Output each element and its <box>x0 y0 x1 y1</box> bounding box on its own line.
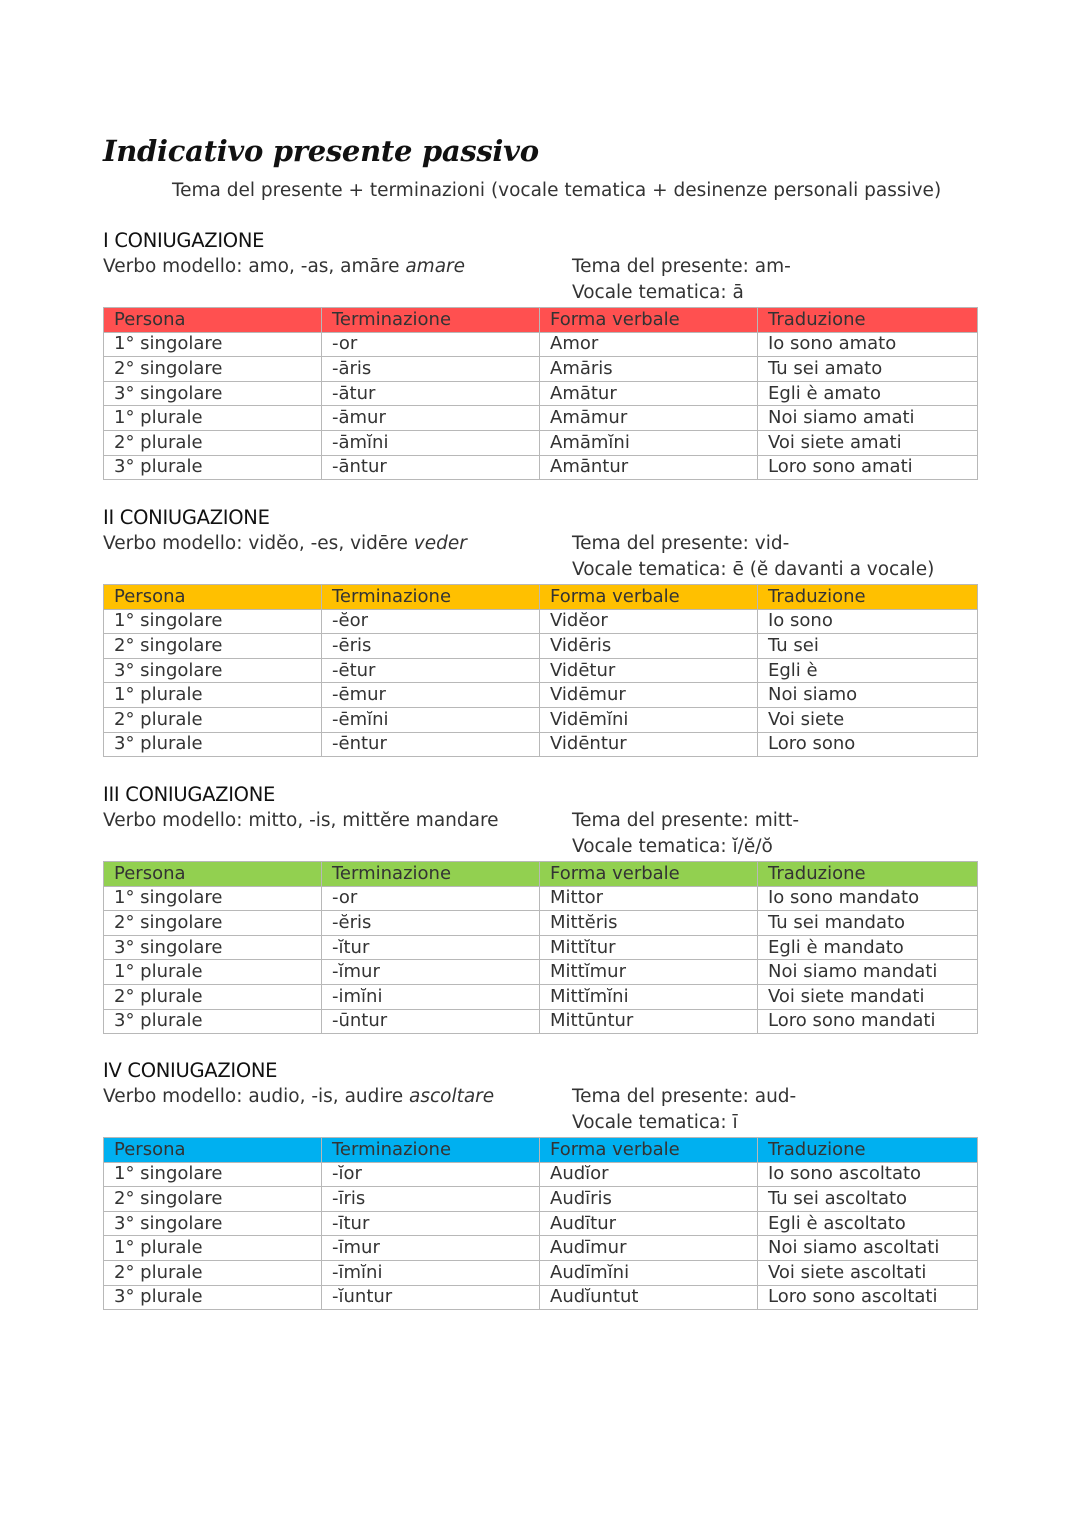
conjugation-table <box>103 584 978 757</box>
section-info <box>103 1084 977 1136</box>
table-cell: Audīmĭni <box>540 1260 758 1285</box>
table-cell: 2° plurale <box>104 430 322 455</box>
table-cell: 1° plurale <box>104 960 322 985</box>
column-header: Terminazione <box>322 862 540 887</box>
table-cell: Noi siamo amati <box>758 406 978 431</box>
table-cell: 2° plurale <box>104 1260 322 1285</box>
table-cell: Vidēris <box>540 634 758 659</box>
table-cell: -ītur <box>322 1211 540 1236</box>
table-row <box>104 1211 978 1236</box>
table-cell: 3° plurale <box>104 732 322 757</box>
table-header-row <box>104 1138 978 1163</box>
table-cell: -ēmur <box>322 683 540 708</box>
table-cell: -or <box>322 886 540 911</box>
conjugation-section <box>103 1058 977 1310</box>
section-heading: IV CONIUGAZIONE <box>103 1059 278 1082</box>
verb-model-translation: ascoltare <box>408 1086 495 1107</box>
table-row <box>104 1285 978 1310</box>
table-cell: -īmĭni <box>322 1260 540 1285</box>
table-cell: Mittūntur <box>540 1009 758 1034</box>
column-header: Forma verbale <box>540 308 758 333</box>
table-cell: Io sono <box>758 609 978 634</box>
table-cell: Mittĭmur <box>540 960 758 985</box>
theme-info <box>572 1084 796 1136</box>
table-cell: 2° plurale <box>104 707 322 732</box>
conjugation-section <box>103 505 977 757</box>
section-info <box>103 531 977 583</box>
table-row <box>104 1260 978 1285</box>
table-cell: Amātur <box>540 381 758 406</box>
table-cell: 1° singolare <box>104 886 322 911</box>
table-row <box>104 1236 978 1261</box>
thematic-vowel: Vocale tematica: ĭ/ĕ/ŏ <box>572 836 773 857</box>
column-header: Traduzione <box>758 862 978 887</box>
table-cell: Amāntur <box>540 455 758 480</box>
table-cell: Tu sei ascoltato <box>758 1187 978 1212</box>
section-heading: I CONIUGAZIONE <box>103 229 265 252</box>
table-cell: Vidēmĭni <box>540 707 758 732</box>
table-cell: 1° singolare <box>104 609 322 634</box>
table-cell: Vidēmur <box>540 683 758 708</box>
table-cell: Egli è amato <box>758 381 978 406</box>
table-cell: -imĭni <box>322 984 540 1009</box>
thematic-vowel: Vocale tematica: ā <box>572 282 744 303</box>
column-header: Forma verbale <box>540 862 758 887</box>
section-heading: III CONIUGAZIONE <box>103 783 276 806</box>
table-cell: 3° singolare <box>104 935 322 960</box>
table-cell: -ĭtur <box>322 935 540 960</box>
table-row <box>104 658 978 683</box>
table-cell: Audīmur <box>540 1236 758 1261</box>
table-header-row <box>104 862 978 887</box>
table-cell: Mittĭtur <box>540 935 758 960</box>
conjugation-table <box>103 307 978 480</box>
table-row <box>104 683 978 708</box>
table-cell: Voi siete amati <box>758 430 978 455</box>
table-cell: 3° singolare <box>104 381 322 406</box>
verb-model-text: Verbo modello: audio, -is, audire <box>103 1086 409 1107</box>
table-cell: 2° singolare <box>104 1187 322 1212</box>
table-row <box>104 1162 978 1187</box>
table-row <box>104 455 978 480</box>
column-header: Terminazione <box>322 585 540 610</box>
table-cell: 3° plurale <box>104 1009 322 1034</box>
table-cell: 1° plurale <box>104 406 322 431</box>
verb-model <box>103 531 467 557</box>
table-row <box>104 911 978 936</box>
table-header-row <box>104 585 978 610</box>
conjugation-section <box>103 782 977 1034</box>
table-row <box>104 430 978 455</box>
section-heading: II CONIUGAZIONE <box>103 506 270 529</box>
column-header: Traduzione <box>758 308 978 333</box>
table-cell: Audĭor <box>540 1162 758 1187</box>
table-row <box>104 707 978 732</box>
table-row <box>104 732 978 757</box>
verb-model-translation: veder <box>413 533 467 554</box>
theme-info <box>572 531 934 583</box>
table-cell: Audītur <box>540 1211 758 1236</box>
table-cell: 1° plurale <box>104 1236 322 1261</box>
column-header: Forma verbale <box>540 1138 758 1163</box>
table-cell: Vidēntur <box>540 732 758 757</box>
table-cell: -ĭuntur <box>322 1285 540 1310</box>
table-cell: Loro sono <box>758 732 978 757</box>
present-stem: Tema del presente: aud- <box>572 1086 797 1107</box>
table-cell: 2° singolare <box>104 357 322 382</box>
table-cell: Egli è ascoltato <box>758 1211 978 1236</box>
thematic-vowel: Vocale tematica: ī <box>572 1112 738 1133</box>
table-cell: Audīris <box>540 1187 758 1212</box>
table-cell: Voi siete mandati <box>758 984 978 1009</box>
column-header: Terminazione <box>322 308 540 333</box>
table-cell: 2° singolare <box>104 911 322 936</box>
table-cell: Amāris <box>540 357 758 382</box>
table-cell: 3° singolare <box>104 1211 322 1236</box>
table-cell: Amor <box>540 332 758 357</box>
table-cell: -ēmĭni <box>322 707 540 732</box>
table-cell: Tu sei amato <box>758 357 978 382</box>
table-cell: -ĭmur <box>322 960 540 985</box>
column-header: Persona <box>104 585 322 610</box>
table-cell: Io sono ascoltato <box>758 1162 978 1187</box>
table-row <box>104 1009 978 1034</box>
table-cell: 3° plurale <box>104 455 322 480</box>
table-row <box>104 935 978 960</box>
table-row <box>104 634 978 659</box>
table-cell: -īris <box>322 1187 540 1212</box>
column-header: Terminazione <box>322 1138 540 1163</box>
table-cell: Tu sei <box>758 634 978 659</box>
table-cell: -ūntur <box>322 1009 540 1034</box>
table-cell: Voi siete <box>758 707 978 732</box>
table-cell: Noi siamo ascoltati <box>758 1236 978 1261</box>
table-cell: Mittĭmĭni <box>540 984 758 1009</box>
verb-model-text: Verbo modello: mitto, -is, mittĕre mandare <box>103 810 499 831</box>
theme-info <box>572 808 799 860</box>
table-cell: Noi siamo <box>758 683 978 708</box>
table-cell: Vidĕor <box>540 609 758 634</box>
table-row <box>104 357 978 382</box>
column-header: Persona <box>104 862 322 887</box>
verb-model-text: Verbo modello: vidĕo, -es, vidēre <box>103 533 414 554</box>
table-cell: -āris <box>322 357 540 382</box>
column-header: Persona <box>104 308 322 333</box>
page-title: Indicativo presente passivo <box>103 134 539 168</box>
table-cell: -āntur <box>322 455 540 480</box>
table-row <box>104 1187 978 1212</box>
conjugation-section <box>103 228 977 480</box>
table-cell: -āmur <box>322 406 540 431</box>
table-cell: -ētur <box>322 658 540 683</box>
verb-model <box>103 1084 494 1110</box>
table-cell: Vidētur <box>540 658 758 683</box>
table-cell: -ĭor <box>322 1162 540 1187</box>
table-cell: Voi siete ascoltati <box>758 1260 978 1285</box>
table-cell: Loro sono ascoltati <box>758 1285 978 1310</box>
theme-info <box>572 254 791 306</box>
verb-model-text: Verbo modello: amo, -as, amāre <box>103 256 406 277</box>
verb-model <box>103 808 499 834</box>
table-cell: Egli è <box>758 658 978 683</box>
table-row <box>104 609 978 634</box>
table-cell: 1° plurale <box>104 683 322 708</box>
table-row <box>104 332 978 357</box>
table-cell: Mittĕris <box>540 911 758 936</box>
table-cell: -ēris <box>322 634 540 659</box>
conjugation-table <box>103 861 978 1034</box>
table-cell: Amāmĭni <box>540 430 758 455</box>
table-cell: 2° singolare <box>104 634 322 659</box>
table-cell: Mittor <box>540 886 758 911</box>
table-cell: 3° singolare <box>104 658 322 683</box>
table-cell: -ēntur <box>322 732 540 757</box>
verb-model-translation: amare <box>405 256 466 277</box>
thematic-vowel: Vocale tematica: ē (ĕ davanti a vocale) <box>572 559 935 580</box>
table-cell: Noi siamo mandati <box>758 960 978 985</box>
table-cell: -ātur <box>322 381 540 406</box>
table-cell: -or <box>322 332 540 357</box>
section-info <box>103 808 977 860</box>
table-cell: Egli è mandato <box>758 935 978 960</box>
table-cell: Io sono mandato <box>758 886 978 911</box>
table-cell: 1° singolare <box>104 332 322 357</box>
table-cell: Audĭuntut <box>540 1285 758 1310</box>
table-cell: -ĕor <box>322 609 540 634</box>
page-subtitle: Tema del presente + terminazioni (vocale tematica + desinenze personali passive) <box>172 180 942 201</box>
table-row <box>104 886 978 911</box>
table-cell: 1° singolare <box>104 1162 322 1187</box>
present-stem: Tema del presente: mitt- <box>572 810 800 831</box>
table-cell: 3° plurale <box>104 1285 322 1310</box>
table-cell: -ĕris <box>322 911 540 936</box>
present-stem: Tema del presente: vid- <box>572 533 790 554</box>
table-cell: Loro sono amati <box>758 455 978 480</box>
verb-model <box>103 254 465 280</box>
table-cell: -āmĭni <box>322 430 540 455</box>
table-header-row <box>104 308 978 333</box>
section-info <box>103 254 977 306</box>
table-cell: Amāmur <box>540 406 758 431</box>
column-header: Persona <box>104 1138 322 1163</box>
table-row <box>104 381 978 406</box>
column-header: Traduzione <box>758 585 978 610</box>
column-header: Forma verbale <box>540 585 758 610</box>
table-row <box>104 984 978 1009</box>
table-row <box>104 406 978 431</box>
table-cell: -īmur <box>322 1236 540 1261</box>
conjugation-table <box>103 1137 978 1310</box>
table-cell: 2° plurale <box>104 984 322 1009</box>
present-stem: Tema del presente: am- <box>572 256 791 277</box>
column-header: Traduzione <box>758 1138 978 1163</box>
table-cell: Tu sei mandato <box>758 911 978 936</box>
table-cell: Io sono amato <box>758 332 978 357</box>
table-cell: Loro sono mandati <box>758 1009 978 1034</box>
table-row <box>104 960 978 985</box>
